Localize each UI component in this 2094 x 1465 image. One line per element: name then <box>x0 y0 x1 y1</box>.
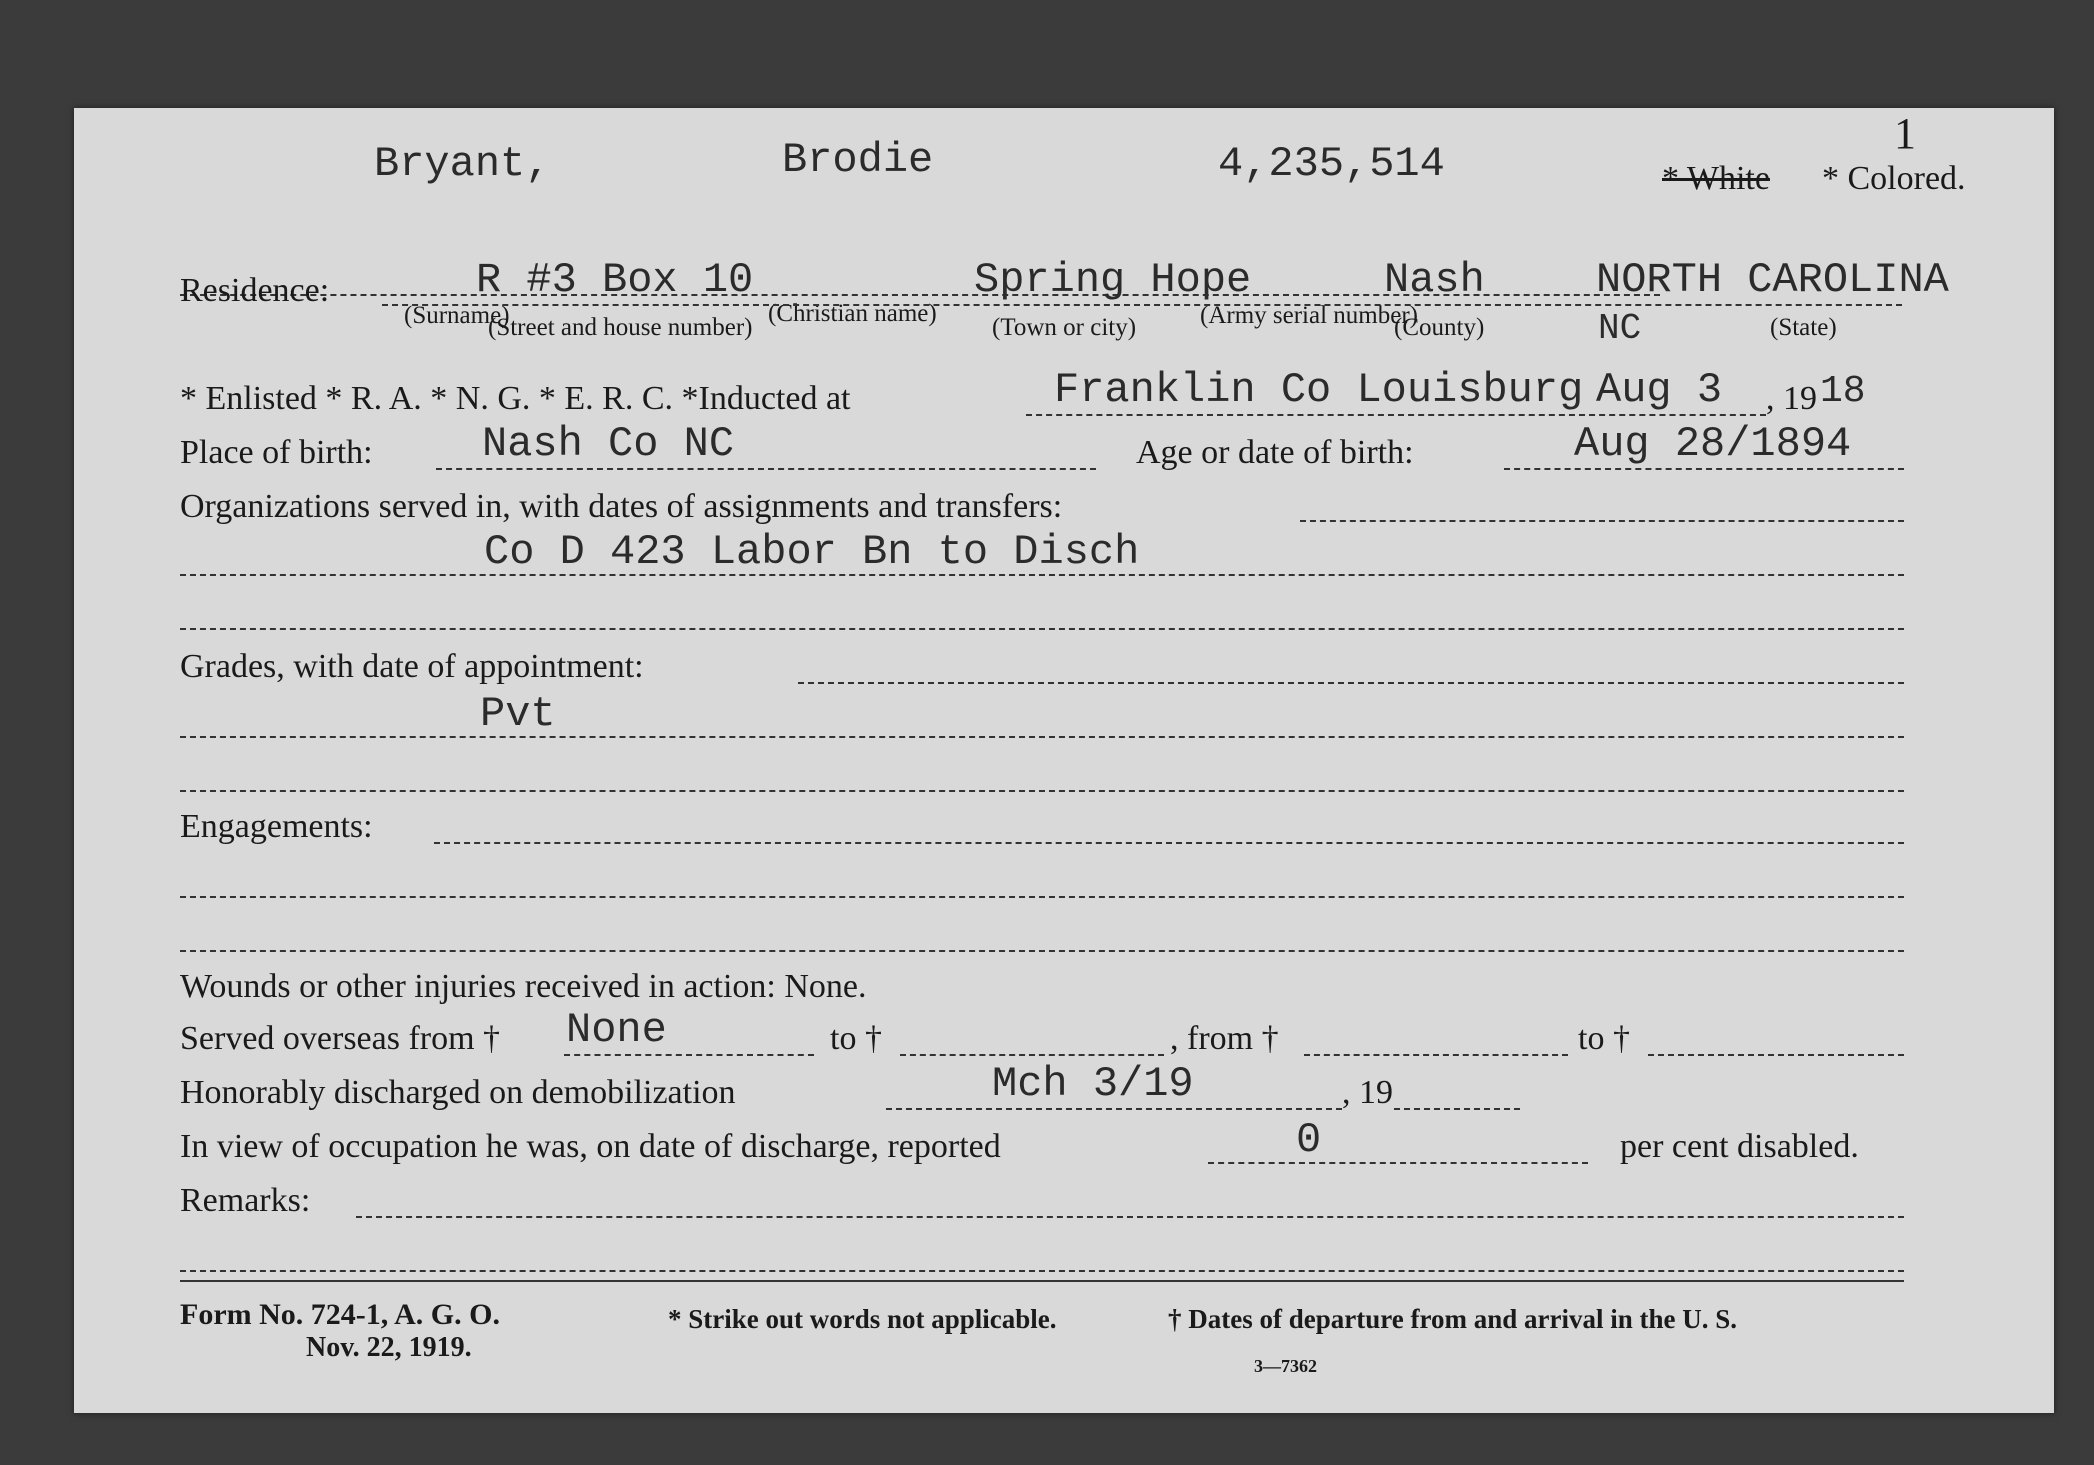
occupation-suffix: per cent disabled. <box>1620 1128 1859 1165</box>
caption-state: (State) <box>1770 314 1837 341</box>
christian-name-value: Brodie <box>782 136 934 184</box>
inducted-year-prefix: , 19 <box>1766 380 1817 417</box>
residence-state-abbr: NC <box>1598 308 1642 349</box>
footer-rule <box>180 1280 1904 1282</box>
inducted-date-value: Aug 3 <box>1596 366 1723 414</box>
inducted-line <box>1026 414 1766 416</box>
grades-line-3 <box>180 790 1904 792</box>
caption-street: (Street and house number) <box>488 314 753 341</box>
serial-number-value: 4,235,514 <box>1218 140 1445 188</box>
birth-place-value: Nash Co NC <box>482 420 735 468</box>
remarks-line-1 <box>356 1216 1904 1218</box>
form-date: Nov. 22, 1919. <box>306 1332 472 1363</box>
race-white: * White <box>1662 160 1770 197</box>
inducted-year-suffix: 18 <box>1820 370 1866 413</box>
overseas-label: Served overseas from † <box>180 1020 501 1057</box>
page-number: 1 <box>1894 109 1916 158</box>
strike-note: * Strike out words not applicable. <box>668 1304 1057 1334</box>
residence-town: Spring Hope <box>974 256 1252 304</box>
remarks-label: Remarks: <box>180 1182 311 1219</box>
caption-christian: (Christian name) <box>768 300 937 327</box>
birth-date-line <box>1504 468 1904 470</box>
caption-town: (Town or city) <box>992 314 1137 341</box>
discharged-value: Mch 3/19 <box>992 1060 1194 1108</box>
overseas-from2-line <box>1304 1054 1568 1056</box>
birth-date-value: Aug 28/1894 <box>1574 420 1852 468</box>
race-colored: * Colored. <box>1822 160 1966 197</box>
overseas-to2-line <box>1648 1054 1904 1056</box>
service-record-card <box>74 108 2054 1413</box>
discharged-line <box>886 1108 1342 1110</box>
overseas-from2-label: , from † <box>1170 1020 1279 1057</box>
dates-note: † Dates of departure from and arrival in the U. S. <box>1168 1304 1737 1334</box>
engagements-line-1 <box>434 842 1904 844</box>
orgs-line-1 <box>1300 520 1904 522</box>
residence-state: NORTH CAROLINA <box>1596 256 1949 304</box>
caption-serial: (Army serial number) <box>1200 302 1418 329</box>
occupation-label: In view of occupation he was, on date of discharge, reported <box>180 1128 1001 1165</box>
overseas-to-line <box>900 1054 1164 1056</box>
inducted-at-value: Franklin Co Louisburg <box>1054 366 1584 414</box>
grades-line-2 <box>180 736 1904 738</box>
orgs-value: Co D 423 Labor Bn to Disch <box>484 528 1140 576</box>
residence-line <box>382 304 1902 306</box>
grades-label: Grades, with date of appointment: <box>180 648 644 685</box>
enlisted-label: * Enlisted * R. A. * N. G. * E. R. C. *Inducted at <box>180 380 851 417</box>
engagements-label: Engagements: <box>180 808 373 845</box>
orgs-label: Organizations served in, with dates of assignments and transfers: <box>180 488 1063 525</box>
residence-label: Residence: <box>180 272 330 309</box>
engagements-line-2 <box>180 896 1904 898</box>
grades-value: Pvt <box>480 690 556 738</box>
occupation-value: 0 <box>1296 1116 1322 1164</box>
overseas-to2-label: to † <box>1578 1020 1630 1057</box>
birth-date-label: Age or date of birth: <box>1136 434 1414 471</box>
remarks-line-2 <box>180 1270 1904 1272</box>
birth-place-label: Place of birth: <box>180 434 373 471</box>
caption-surname: (Surname) <box>404 302 510 329</box>
occupation-line <box>1208 1162 1588 1164</box>
print-code: 3—7362 <box>1254 1356 1317 1376</box>
caption-county: (County) <box>1394 314 1485 341</box>
residence-street: R #3 Box 10 <box>476 256 754 304</box>
grades-line-1 <box>798 682 1904 684</box>
overseas-value: None <box>566 1006 667 1054</box>
birth-place-line <box>436 468 1096 470</box>
overseas-to-label: to † <box>830 1020 882 1057</box>
form-number: Form No. 724-1, A. G. O. <box>180 1298 500 1331</box>
discharged-year-line <box>1394 1108 1520 1110</box>
engagements-line-3 <box>180 950 1904 952</box>
orgs-line-3 <box>180 628 1904 630</box>
surname-value: Bryant, <box>374 140 551 188</box>
discharged-label: Honorably discharged on demobilization <box>180 1074 736 1111</box>
discharged-year-label: , 19 <box>1342 1074 1393 1111</box>
residence-county: Nash <box>1384 256 1485 304</box>
overseas-from-line <box>564 1054 814 1056</box>
wounds-label: Wounds or other injuries received in action: None. <box>180 968 867 1005</box>
